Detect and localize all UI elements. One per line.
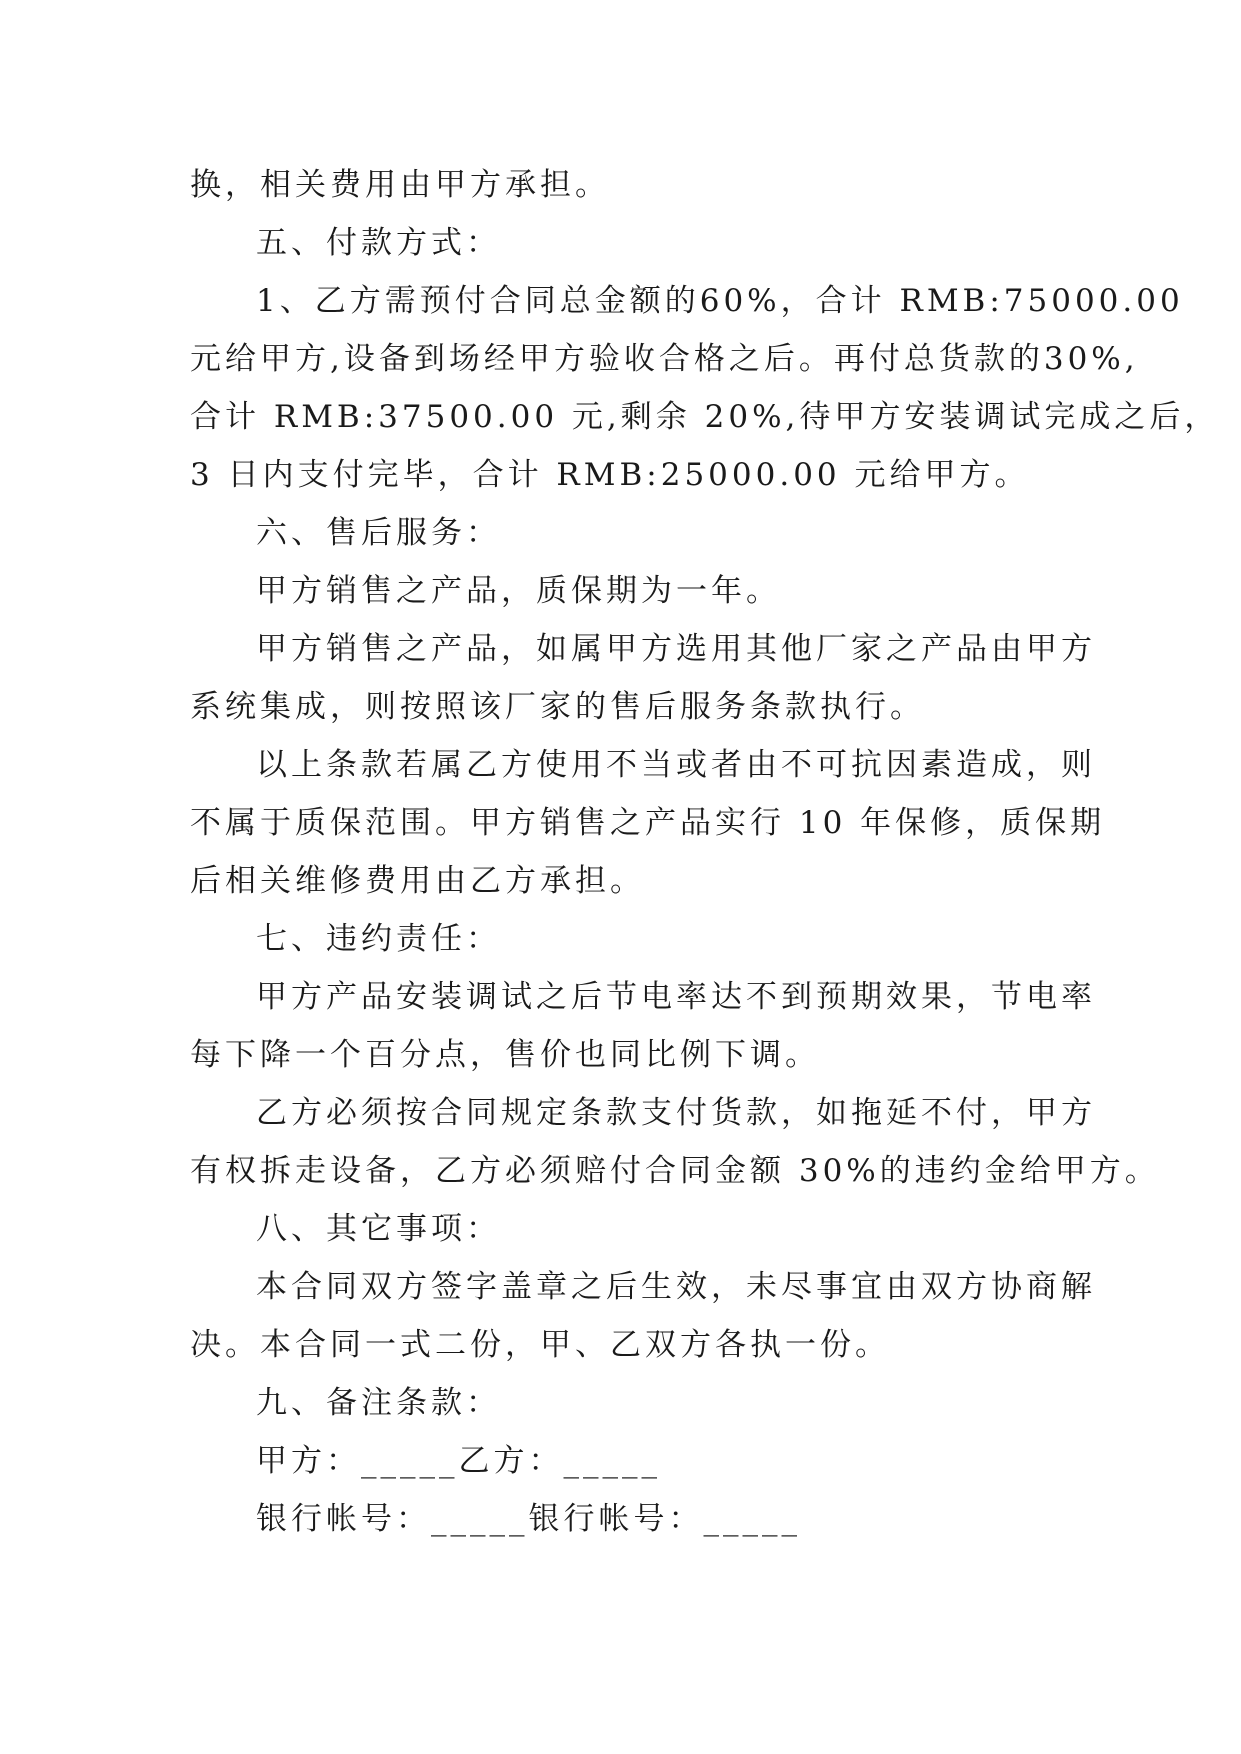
text-line: 乙方必须按合同规定条款支付货款，如拖延不付，甲方 [256, 1095, 1096, 1131]
text-line: 换，相关费用由甲方承担。 [190, 167, 610, 203]
text-line: 甲方销售之产品，如属甲方选用其他厂家之产品由甲方 [256, 631, 1096, 667]
text-line: 1、乙方需预付合同总金额的60%，合计 RMB:75000.00 [256, 283, 1184, 319]
text-line: 以上条款若属乙方使用不当或者由不可抗因素造成，则 [256, 747, 1096, 783]
text-line: 系统集成，则按照该厂家的售后服务条款执行。 [190, 689, 925, 725]
section-heading: 五、付款方式： [256, 225, 501, 261]
text-line: 元给甲方,设备到场经甲方验收合格之后。再付总货款的30%, [190, 341, 1139, 377]
text-line: 后相关维修费用由乙方承担。 [190, 863, 645, 899]
text-line: 决。本合同一式二份，甲、乙双方各执一份。 [190, 1327, 890, 1363]
text-line: 有权拆走设备，乙方必须赔付合同金额 30%的违约金给甲方。 [190, 1153, 1160, 1189]
text-line: 甲方销售之产品，质保期为一年。 [256, 573, 781, 609]
section-heading: 六、售后服务： [256, 515, 501, 551]
text-line: 每下降一个百分点，售价也同比例下调。 [190, 1037, 820, 1073]
text-line: 3 日内支付完毕，合计 RMB:25000.00 元给甲方。 [190, 457, 1030, 493]
text-line: 合计 RMB:37500.00 元,剩余 20%,待甲方安装调试完成之后， [190, 399, 1220, 435]
section-heading: 八、其它事项： [256, 1211, 501, 1247]
text-line: 不属于质保范围。甲方销售之产品实行 10 年保修，质保期 [190, 805, 1106, 841]
section-heading: 七、违约责任： [256, 921, 501, 957]
section-heading: 九、备注条款： [256, 1385, 501, 1421]
text-line: 甲方产品安装调试之后节电率达不到预期效果，节电率 [256, 979, 1096, 1015]
bank-account-line: 银行帐号：_____银行帐号：_____ [256, 1501, 801, 1537]
signature-party-line: 甲方：_____乙方：_____ [256, 1443, 661, 1479]
text-line: 本合同双方签字盖章之后生效，未尽事宜由双方协商解 [256, 1269, 1096, 1305]
document-body [190, 156, 1220, 1548]
